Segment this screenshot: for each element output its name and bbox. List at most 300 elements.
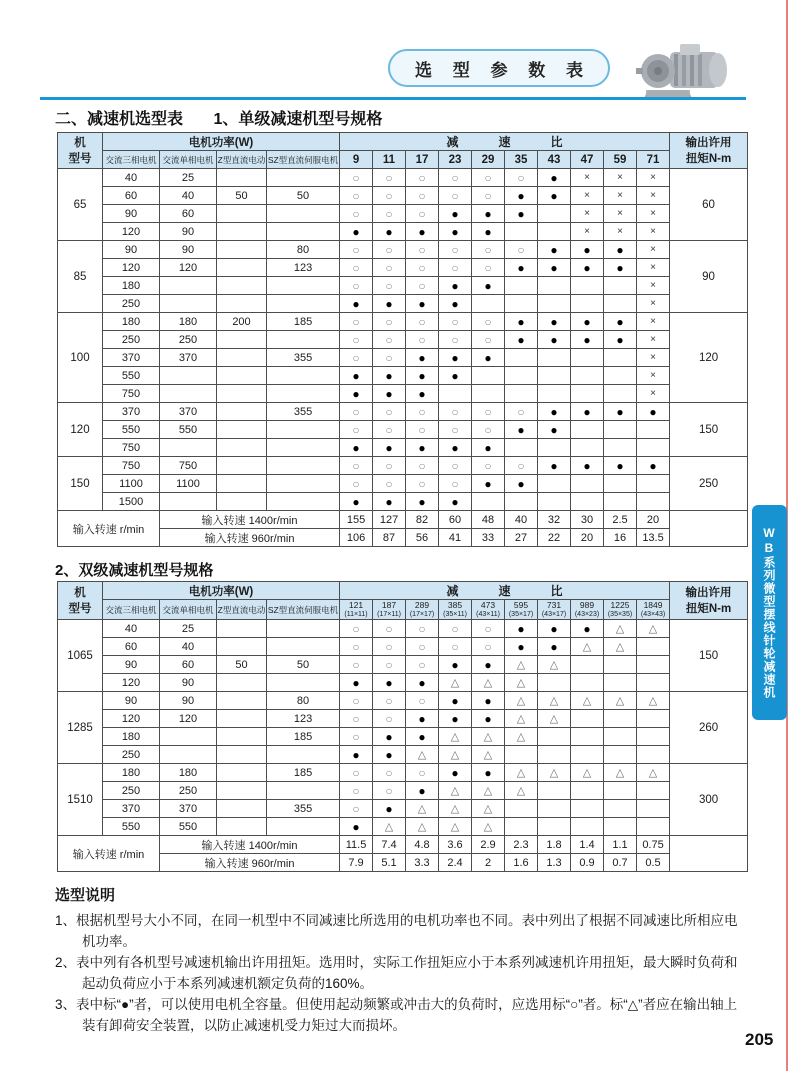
ratio-factors: (11×11)	[344, 611, 368, 618]
output-speed-value: 1.6	[505, 854, 538, 872]
power-value: 40	[103, 169, 160, 187]
availability-mark: ●	[439, 656, 472, 674]
ratio-column-header	[373, 600, 406, 620]
power-value: 370	[103, 403, 160, 421]
power-value: 750	[103, 439, 160, 457]
section1-title-main: 二、减速机选型表	[55, 111, 184, 128]
availability-mark: ○	[373, 620, 406, 638]
availability-mark: ○	[505, 241, 538, 259]
power-value: 370	[160, 403, 217, 421]
availability-mark: ○	[340, 313, 373, 331]
availability-mark: ●	[538, 403, 571, 421]
availability-mark	[571, 367, 604, 385]
availability-mark: ●	[373, 674, 406, 692]
availability-mark: ○	[340, 349, 373, 367]
availability-mark: ●	[406, 782, 439, 800]
availability-mark: ●	[373, 223, 406, 241]
output-speed-value: 16	[604, 529, 637, 547]
output-speed-value: 127	[373, 511, 406, 529]
availability-mark	[538, 674, 571, 692]
availability-mark: ●	[340, 674, 373, 692]
note-item: 1、根据机型号大小不同，在同一机型中不同减速比所选用的电机功率也不同。表中列出了根据不同减速比所相应电机功率。	[55, 913, 738, 949]
availability-mark: ○	[340, 692, 373, 710]
availability-mark: ×	[637, 205, 670, 223]
power-value: 180	[103, 277, 160, 295]
power-value: 50	[217, 187, 267, 205]
availability-mark: ●	[472, 223, 505, 241]
availability-mark: ●	[340, 746, 373, 764]
power-value	[267, 205, 340, 223]
power-value: 60	[103, 187, 160, 205]
availability-mark: △	[406, 818, 439, 836]
table-row	[58, 331, 748, 349]
power-value	[267, 439, 340, 457]
model-column-header	[58, 582, 103, 620]
availability-mark: △	[637, 620, 670, 638]
motor-type-header: 交流单相电机	[160, 151, 217, 169]
availability-mark: ●	[571, 241, 604, 259]
power-value	[217, 349, 267, 367]
availability-mark: △	[505, 782, 538, 800]
power-value	[217, 385, 267, 403]
power-value	[217, 638, 267, 656]
availability-mark: ●	[439, 295, 472, 313]
model-number: 120	[58, 403, 103, 457]
power-value: 123	[267, 259, 340, 277]
availability-mark	[505, 385, 538, 403]
availability-mark: ●	[538, 457, 571, 475]
table-row	[58, 620, 748, 638]
availability-mark: △	[604, 620, 637, 638]
power-value	[267, 782, 340, 800]
power-value: 180	[103, 764, 160, 782]
ratio-factors: (17×11)	[377, 611, 401, 618]
power-value: 185	[267, 313, 340, 331]
availability-mark: ×	[571, 169, 604, 187]
ratio-column-header	[439, 600, 472, 620]
availability-mark: ○	[406, 457, 439, 475]
availability-mark	[637, 818, 670, 836]
ratio-factors: (35×11)	[443, 611, 467, 618]
output-speed-value: 30	[571, 511, 604, 529]
output-speed-value: 1.3	[538, 854, 571, 872]
availability-mark	[538, 349, 571, 367]
output-speed-value: 60	[439, 511, 472, 529]
two-stage-table-body	[58, 620, 748, 872]
output-speed-value: 2.9	[472, 836, 505, 854]
availability-mark: ○	[472, 620, 505, 638]
availability-mark: ○	[373, 710, 406, 728]
ratio-value: 121	[348, 600, 364, 610]
availability-mark: ○	[373, 457, 406, 475]
availability-mark	[571, 475, 604, 493]
power-value: 355	[267, 800, 340, 818]
power-value: 550	[160, 818, 217, 836]
model-number: 65	[58, 169, 103, 241]
availability-mark: ●	[373, 746, 406, 764]
availability-mark: ×	[571, 223, 604, 241]
availability-mark	[571, 818, 604, 836]
availability-mark: ●	[340, 223, 373, 241]
availability-mark: △	[637, 692, 670, 710]
availability-mark: ○	[406, 331, 439, 349]
availability-mark	[505, 800, 538, 818]
availability-mark	[505, 746, 538, 764]
availability-mark: ○	[406, 205, 439, 223]
availability-mark: ○	[340, 800, 373, 818]
availability-mark: △	[439, 728, 472, 746]
availability-mark	[571, 800, 604, 818]
availability-mark	[505, 818, 538, 836]
availability-mark: ●	[571, 620, 604, 638]
availability-mark	[571, 295, 604, 313]
ratio-factors: (43×23)	[574, 611, 600, 618]
availability-mark: △	[472, 674, 505, 692]
power-value: 180	[103, 313, 160, 331]
availability-mark	[571, 439, 604, 457]
ratio-value: 1225	[610, 600, 630, 610]
ratio-value: 595	[513, 600, 529, 610]
model-header-line1: 机	[74, 586, 86, 599]
availability-mark	[505, 223, 538, 241]
power-value: 50	[217, 656, 267, 674]
ratio-factors: (17×17)	[409, 611, 435, 618]
availability-mark	[538, 439, 571, 457]
availability-mark	[604, 800, 637, 818]
availability-mark: ×	[637, 187, 670, 205]
availability-mark	[538, 205, 571, 223]
power-value	[217, 818, 267, 836]
availability-mark: ●	[439, 710, 472, 728]
availability-mark: ○	[373, 169, 406, 187]
power-value	[217, 620, 267, 638]
availability-mark: ●	[472, 439, 505, 457]
availability-mark: ●	[604, 241, 637, 259]
ratio-column-header: 9	[340, 151, 373, 169]
availability-mark: △	[637, 764, 670, 782]
table-row	[58, 457, 748, 475]
power-value	[217, 782, 267, 800]
power-value	[217, 746, 267, 764]
model-number: 1510	[58, 764, 103, 836]
availability-mark	[571, 385, 604, 403]
note-item: 3、表中标“●”者，可以使用电机全容量。但使用起动频繁或冲击大的负荷时，应选用标“○”者。标“△”者应在输出轴上装有卸荷安全装置，以防止减速机受力矩过大而损坏。	[55, 997, 738, 1033]
output-speed-value: 2.3	[505, 836, 538, 854]
availability-mark: ●	[604, 259, 637, 277]
power-value: 180	[160, 764, 217, 782]
power-value	[267, 331, 340, 349]
table-row	[58, 241, 748, 259]
table-row	[58, 782, 748, 800]
power-value	[267, 295, 340, 313]
availability-mark: ○	[406, 656, 439, 674]
availability-mark: ×	[637, 259, 670, 277]
availability-mark	[604, 349, 637, 367]
power-value	[267, 169, 340, 187]
input-speed-label: 输入转速 r/min	[58, 511, 160, 547]
torque-header-line1: 输出许用	[685, 586, 732, 599]
power-value	[267, 493, 340, 511]
availability-mark	[571, 493, 604, 511]
availability-mark: ●	[406, 710, 439, 728]
availability-mark: ○	[373, 692, 406, 710]
availability-mark: ●	[340, 818, 373, 836]
model-header-line2: 型号	[68, 602, 92, 615]
output-speed-value: 41	[439, 529, 472, 547]
availability-mark: ×	[571, 205, 604, 223]
header-rule	[40, 97, 746, 100]
ratio-value: 473	[480, 600, 496, 610]
availability-mark	[571, 782, 604, 800]
table-row	[58, 439, 748, 457]
availability-mark: ○	[439, 638, 472, 656]
availability-mark	[505, 295, 538, 313]
availability-mark: △	[505, 710, 538, 728]
availability-mark	[571, 674, 604, 692]
availability-mark: △	[439, 674, 472, 692]
availability-mark: ●	[604, 403, 637, 421]
power-value	[217, 223, 267, 241]
ratio-column-header	[340, 600, 373, 620]
torque-value: 150	[670, 620, 748, 692]
output-speed-value: 27	[505, 529, 538, 547]
power-value	[267, 277, 340, 295]
table-footer-row	[58, 511, 748, 529]
availability-mark	[538, 818, 571, 836]
availability-mark: △	[604, 638, 637, 656]
availability-mark: ○	[340, 638, 373, 656]
availability-mark: ●	[406, 439, 439, 457]
ratio-value: 989	[579, 600, 595, 610]
availability-mark: ○	[340, 782, 373, 800]
power-value: 90	[103, 241, 160, 259]
availability-mark	[637, 782, 670, 800]
availability-mark: ○	[439, 457, 472, 475]
power-value: 1100	[103, 475, 160, 493]
table-footer-row	[58, 529, 748, 547]
availability-mark	[538, 746, 571, 764]
power-value: 550	[103, 421, 160, 439]
availability-mark	[604, 439, 637, 457]
availability-mark: △	[571, 692, 604, 710]
availability-mark: ○	[340, 475, 373, 493]
availability-mark: ○	[373, 331, 406, 349]
output-speed-value: 2.4	[439, 854, 472, 872]
availability-mark: ●	[472, 475, 505, 493]
model-header-line2: 型号	[68, 152, 92, 165]
availability-mark	[538, 493, 571, 511]
power-value: 250	[160, 331, 217, 349]
availability-mark: ●	[505, 638, 538, 656]
ratio-value: 385	[447, 600, 463, 610]
availability-mark	[637, 710, 670, 728]
availability-mark: ●	[505, 421, 538, 439]
availability-mark: ●	[373, 367, 406, 385]
availability-mark: ○	[373, 349, 406, 367]
series-side-tab	[752, 505, 787, 720]
power-value	[217, 764, 267, 782]
output-speed-value: 0.5	[637, 854, 670, 872]
power-value: 550	[103, 818, 160, 836]
power-value: 370	[103, 800, 160, 818]
availability-mark	[604, 710, 637, 728]
table-row	[58, 475, 748, 493]
availability-mark	[472, 295, 505, 313]
availability-mark	[571, 710, 604, 728]
ratio-column-header: 11	[373, 151, 406, 169]
availability-mark	[571, 277, 604, 295]
output-speed-value: 33	[472, 529, 505, 547]
table-row	[58, 277, 748, 295]
availability-mark: ×	[571, 187, 604, 205]
ratio-column-header: 23	[439, 151, 472, 169]
availability-mark: ●	[439, 692, 472, 710]
availability-mark: ○	[340, 710, 373, 728]
ratio-value: 1849	[643, 600, 663, 610]
power-value: 120	[103, 710, 160, 728]
availability-mark: ●	[505, 620, 538, 638]
availability-mark: ×	[604, 223, 637, 241]
availability-mark: △	[571, 638, 604, 656]
motor-power-header: 电机功率(W)	[103, 133, 340, 151]
gearmotor-photo	[636, 40, 738, 104]
ratio-column-header: 17	[406, 151, 439, 169]
power-value	[217, 259, 267, 277]
table-row	[58, 403, 748, 421]
availability-mark	[538, 782, 571, 800]
availability-mark: ●	[406, 367, 439, 385]
power-value	[267, 674, 340, 692]
power-value: 80	[267, 241, 340, 259]
availability-mark	[571, 746, 604, 764]
availability-mark: ○	[373, 277, 406, 295]
availability-mark: ●	[373, 800, 406, 818]
table-footer-row	[58, 854, 748, 872]
availability-mark: ●	[538, 169, 571, 187]
availability-mark: ●	[439, 223, 472, 241]
availability-mark: ●	[637, 403, 670, 421]
availability-mark	[538, 223, 571, 241]
motor-power-header: 电机功率(W)	[103, 582, 340, 600]
torque-value: 150	[670, 403, 748, 457]
speed-row-label: 输入转速 960r/min	[160, 529, 340, 547]
speed-row-label: 输入转速 960r/min	[160, 854, 340, 872]
availability-mark: ○	[373, 403, 406, 421]
availability-mark: ○	[373, 187, 406, 205]
availability-mark	[538, 295, 571, 313]
output-speed-value: 1.8	[538, 836, 571, 854]
ratio-title-header: 减 速 比	[340, 133, 670, 151]
availability-mark: ○	[472, 259, 505, 277]
section1-title-sub: 1、单级减速机型号规格	[213, 111, 383, 128]
availability-mark: ○	[439, 187, 472, 205]
availability-mark: ●	[406, 295, 439, 313]
power-value: 80	[267, 692, 340, 710]
availability-mark	[472, 385, 505, 403]
availability-mark: ○	[406, 764, 439, 782]
output-speed-value: 20	[571, 529, 604, 547]
availability-mark: ○	[439, 241, 472, 259]
power-value	[267, 223, 340, 241]
availability-mark: △	[406, 746, 439, 764]
power-value	[217, 367, 267, 385]
availability-mark: ●	[340, 385, 373, 403]
power-value: 355	[267, 403, 340, 421]
availability-mark	[637, 493, 670, 511]
availability-mark: ●	[373, 439, 406, 457]
availability-mark: ○	[439, 169, 472, 187]
power-value: 120	[103, 259, 160, 277]
power-value	[217, 692, 267, 710]
availability-mark: ○	[340, 421, 373, 439]
power-value: 550	[103, 367, 160, 385]
availability-mark: ●	[571, 259, 604, 277]
power-value: 90	[103, 205, 160, 223]
table-row	[58, 313, 748, 331]
power-value	[267, 620, 340, 638]
availability-mark: ○	[406, 620, 439, 638]
ratio-column-header: 43	[538, 151, 571, 169]
availability-mark: ●	[439, 205, 472, 223]
availability-mark: ○	[340, 259, 373, 277]
availability-mark: ○	[406, 692, 439, 710]
availability-mark: ×	[637, 349, 670, 367]
power-value: 90	[160, 241, 217, 259]
availability-mark: ●	[472, 205, 505, 223]
power-value: 50	[267, 656, 340, 674]
page-title	[388, 49, 610, 87]
availability-mark	[637, 421, 670, 439]
ratio-column-header: 59	[604, 151, 637, 169]
power-value: 90	[160, 223, 217, 241]
power-value: 60	[160, 205, 217, 223]
availability-mark: ○	[406, 313, 439, 331]
power-value: 180	[103, 728, 160, 746]
availability-mark	[538, 385, 571, 403]
availability-mark: ●	[340, 493, 373, 511]
torque-value: 120	[670, 313, 748, 403]
availability-mark: △	[472, 728, 505, 746]
ratio-factors: (43×43)	[640, 611, 666, 618]
availability-mark: ○	[373, 475, 406, 493]
output-speed-value: 0.7	[604, 854, 637, 872]
availability-mark: ○	[373, 241, 406, 259]
power-value: 60	[103, 638, 160, 656]
availability-mark: ●	[340, 439, 373, 457]
availability-mark	[604, 295, 637, 313]
power-value	[267, 385, 340, 403]
availability-mark: ●	[406, 728, 439, 746]
availability-mark	[604, 385, 637, 403]
model-number: 85	[58, 241, 103, 313]
availability-mark: ○	[373, 313, 406, 331]
power-value	[267, 746, 340, 764]
availability-mark: ●	[604, 313, 637, 331]
power-value	[160, 295, 217, 313]
power-value: 250	[160, 782, 217, 800]
availability-mark: ○	[439, 313, 472, 331]
power-value	[160, 385, 217, 403]
availability-mark: ●	[406, 493, 439, 511]
availability-mark: ●	[571, 457, 604, 475]
torque-value: 250	[670, 457, 748, 511]
availability-mark	[604, 746, 637, 764]
table-row	[58, 728, 748, 746]
power-value: 750	[103, 385, 160, 403]
model-header-line1: 机	[74, 136, 86, 149]
availability-mark: ●	[538, 259, 571, 277]
availability-mark: ○	[406, 475, 439, 493]
